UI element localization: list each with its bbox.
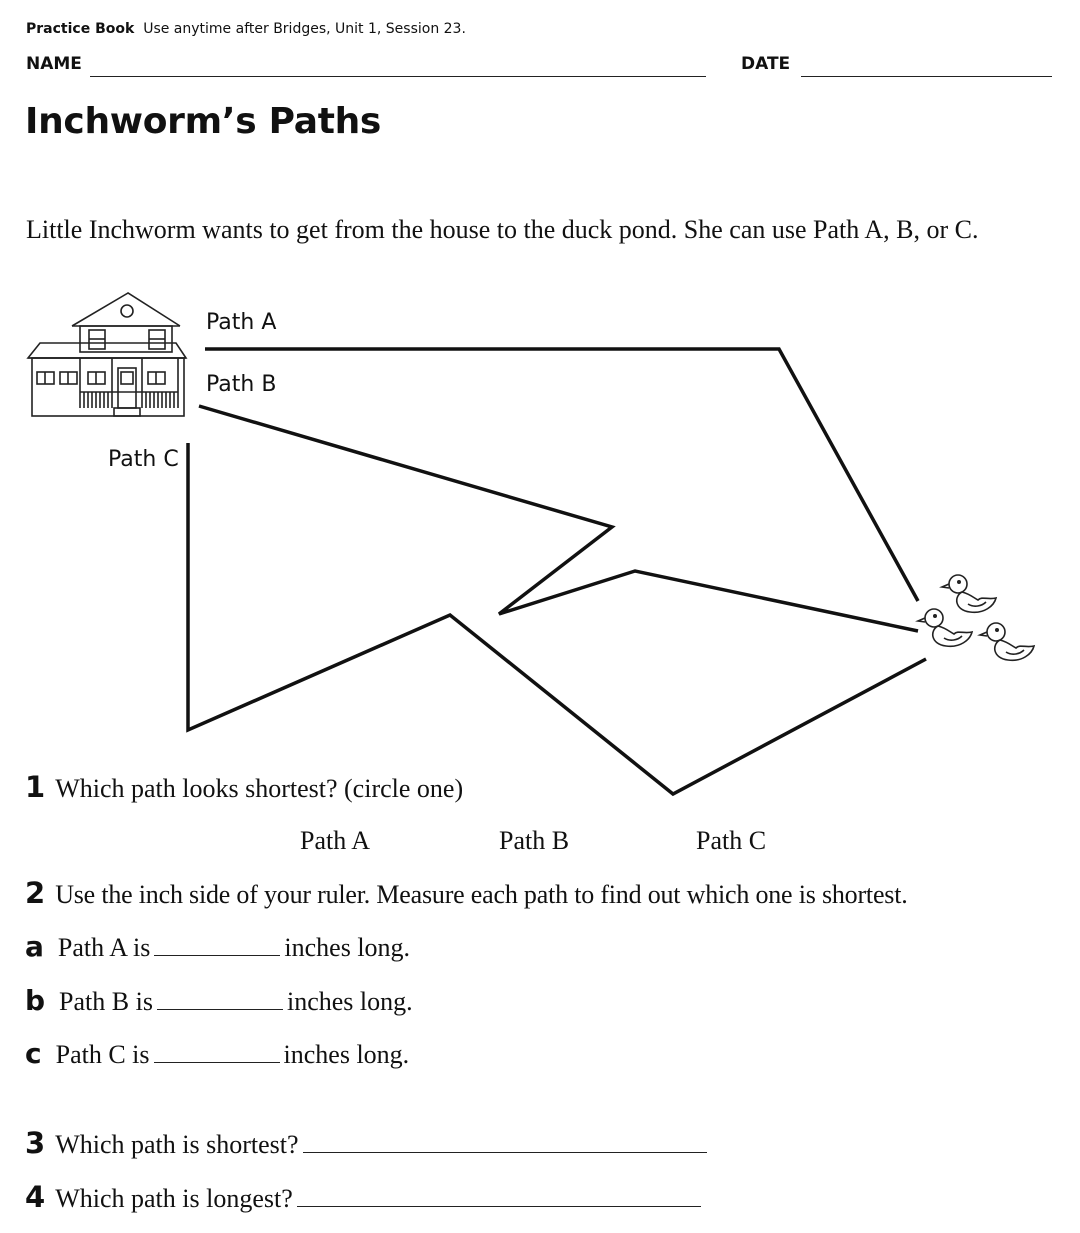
question-2 (25, 876, 908, 910)
question-number: 3 (25, 1126, 46, 1160)
item-a (25, 930, 410, 963)
date-label: DATE (741, 54, 791, 74)
choice-path-c[interactable]: Path C (696, 826, 767, 855)
item-suffix: inches long. (284, 933, 411, 962)
session-note: Use anytime after Bridges, Unit 1, Session 23. (143, 21, 466, 37)
path-c-label: Path C (108, 447, 179, 472)
path-a-line (205, 349, 918, 601)
ducks-icon (918, 575, 1034, 660)
item-prefix: Path C is (55, 1040, 150, 1069)
item-prefix: Path A is (57, 933, 151, 962)
book-label: Practice Book (26, 21, 135, 37)
path-a-label: Path A (206, 310, 277, 335)
question-1 (25, 770, 463, 804)
question-text: Which path looks shortest? (circle one) (55, 774, 464, 803)
path-c-line (188, 443, 926, 794)
item-c (25, 1037, 409, 1070)
answer-blank-b[interactable] (157, 987, 283, 1010)
answer-blank-shortest[interactable] (303, 1130, 707, 1153)
page-title: Inchworm’s Paths (25, 101, 382, 142)
item-suffix: inches long. (283, 1040, 410, 1069)
intro-text: Little Inchworm wants to get from the house to the duck pond. She can use Path A, B, or C. (26, 215, 979, 244)
item-suffix: inches long. (286, 987, 413, 1016)
name-label: NAME (26, 54, 82, 74)
item-letter: c (25, 1037, 42, 1070)
question-text: Use the inch side of your ruler. Measure each path to find out which one is shortest. (55, 880, 908, 909)
item-b (25, 984, 413, 1017)
question-4 (25, 1180, 701, 1214)
answer-blank-c[interactable] (154, 1040, 280, 1063)
question-number: 4 (25, 1180, 46, 1214)
question-number: 2 (25, 876, 46, 910)
choice-path-b[interactable]: Path B (499, 826, 570, 855)
path-b-label: Path B (206, 372, 277, 397)
path-b-line (199, 406, 918, 631)
answer-blank-longest[interactable] (297, 1184, 701, 1207)
question-text: Which path is longest? (55, 1184, 293, 1213)
choice-path-a[interactable]: Path A (300, 826, 371, 855)
house-icon (28, 293, 186, 416)
question-3 (25, 1126, 707, 1160)
answer-blank-a[interactable] (154, 933, 280, 956)
item-letter: b (25, 984, 46, 1017)
item-letter: a (25, 930, 44, 963)
question-number: 1 (25, 770, 46, 804)
question-text: Which path is shortest? (55, 1130, 299, 1159)
item-prefix: Path B is (59, 987, 153, 1016)
